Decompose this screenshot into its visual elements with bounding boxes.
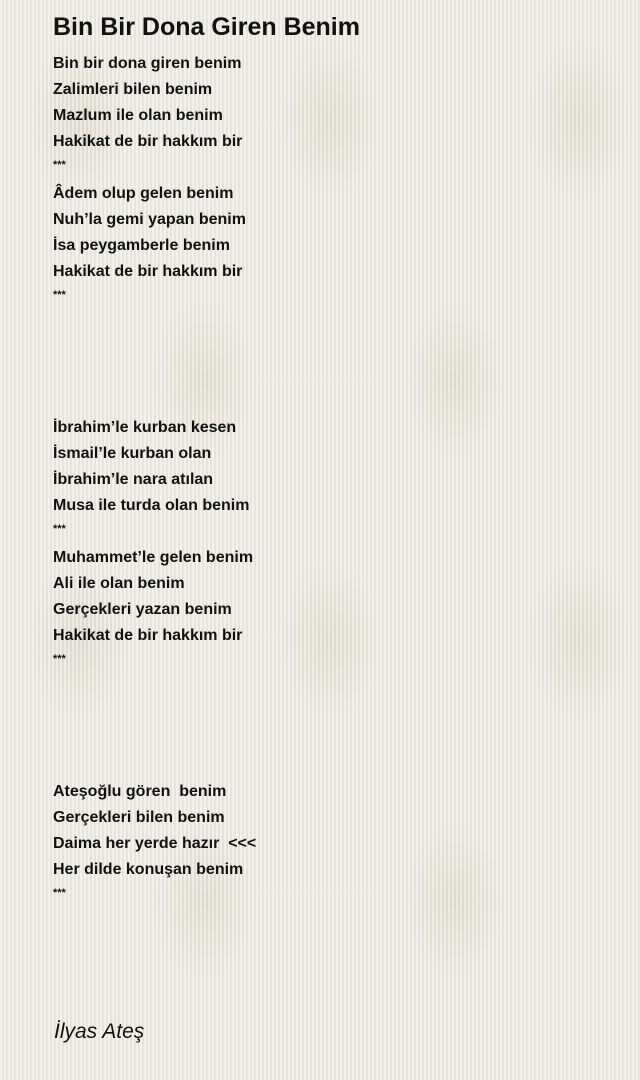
poem-line: Muhammet’le gelen benim [53, 549, 254, 566]
poem-line: Mazlum ile olan benim [53, 107, 223, 124]
poem-author: İlyas Ateş [54, 1020, 145, 1043]
blank-line [53, 389, 613, 415]
blank-line [53, 727, 613, 753]
poem-line: İbrahim’le nara atılan [53, 471, 214, 488]
poem-title: Bin Bir Dona Giren Benim [53, 13, 360, 41]
poem-line: Daima her yerde hazır <<< [53, 835, 257, 852]
poem-line: Nuh’la gemi yapan benim [53, 211, 246, 228]
stanza-separator: *** [53, 523, 66, 535]
blank-line [53, 701, 613, 727]
stanza-separator: *** [53, 653, 66, 665]
poem-line: Âdem olup gelen benim [53, 185, 234, 202]
poem-line: Musa ile turda olan benim [53, 497, 250, 514]
poem-line: Gerçekleri bilen benim [53, 809, 225, 826]
poem-line: Ateşoğlu gören benim [53, 783, 227, 800]
stanza-separator: *** [53, 159, 66, 171]
poem-line: İsa peygamberle benim [53, 237, 230, 254]
poem-line: Gerçekleri yazan benim [53, 601, 232, 618]
poem-line: Bin bir dona giren benim [53, 55, 242, 72]
poem-line: Hakikat de bir hakkım bir [53, 263, 243, 280]
stanza-separator: *** [53, 887, 66, 899]
blank-line [53, 753, 613, 779]
poem-line: Hakikat de bir hakkım bir [53, 627, 243, 644]
poem-line: Zalimleri bilen benim [53, 81, 213, 98]
poem-line: Ali ile olan benim [53, 575, 185, 592]
blank-line [53, 311, 613, 337]
poem-line: Her dilde konuşan benim [53, 861, 244, 878]
blank-line [53, 363, 613, 389]
poem-line: İbrahim’le kurban kesen [53, 419, 237, 436]
poem-line: Hakikat de bir hakkım bir [53, 133, 243, 150]
blank-line [53, 337, 613, 363]
stanza-separator: *** [53, 289, 66, 301]
blank-line [53, 675, 613, 701]
poem-line: İsmail’le kurban olan [53, 445, 212, 462]
poem-body [53, 51, 613, 909]
